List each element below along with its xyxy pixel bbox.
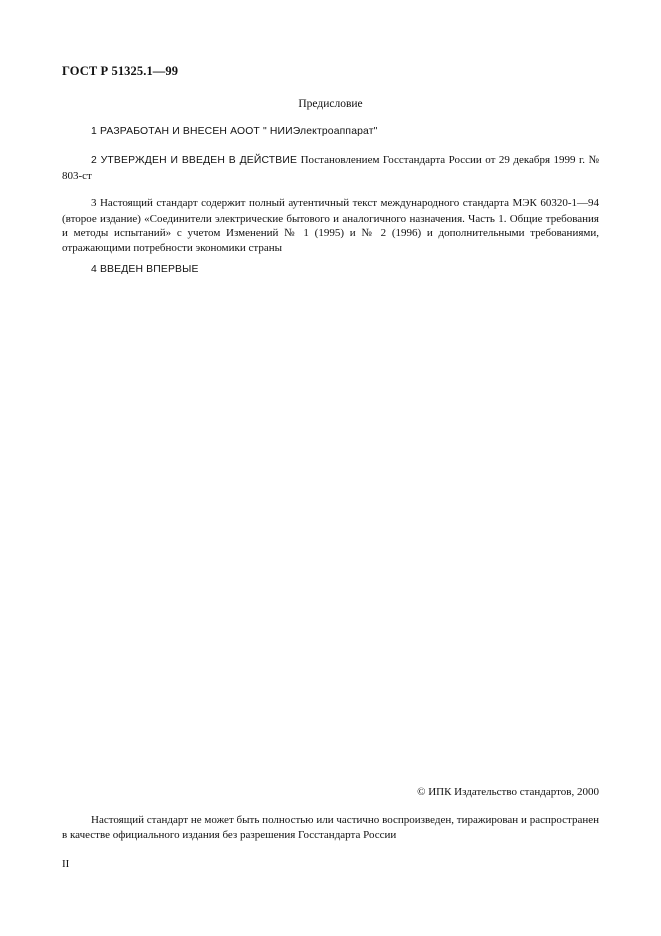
copyright-line: © ИПК Издательство стандартов, 2000 [417, 786, 599, 798]
paragraph-lead: 2 УТВЕРЖДЕН И ВВЕДЕН В ДЕЙСТВИЕ [91, 155, 298, 166]
section-title: Предисловие [298, 98, 363, 110]
document-code: ГОСТ Р 51325.1—99 [62, 64, 179, 78]
reproduction-notice: Настоящий стандарт не может быть полностью или частично воспроизведен, тиражирован и распространен в качестве официального издания без разрешения Госстандарта России [62, 814, 599, 841]
paragraph-text: Постановлением Госстандарта России от 29 декабря 1999 г. № 803-ст [62, 154, 599, 182]
paragraph-introduced [62, 262, 599, 278]
paragraph-approved [62, 153, 599, 183]
paragraph-lead: 1 РАЗРАБОТАН И ВНЕСЕН АООТ " НИИЭлектроаппарат" [91, 126, 378, 137]
paragraph-developed-by [62, 124, 599, 140]
paragraph-text: 3 Настоящий стандарт содержит полный аутентичный текст международного стандарта МЭК 60320-1—94 (второе издание) «Соединители электрические бытового и аналогичного назначения. Часть 1. Общие требования и методы испытаний» с учетом Изменений № 1 (1995) и № 2 (1996) и дополнительными требованиями, отражающими потребности экономики страны [62, 197, 599, 254]
page-number: II [62, 858, 70, 870]
paragraph-contents [62, 196, 599, 255]
paragraph-lead: 4 ВВЕДЕН ВПЕРВЫЕ [91, 264, 199, 275]
